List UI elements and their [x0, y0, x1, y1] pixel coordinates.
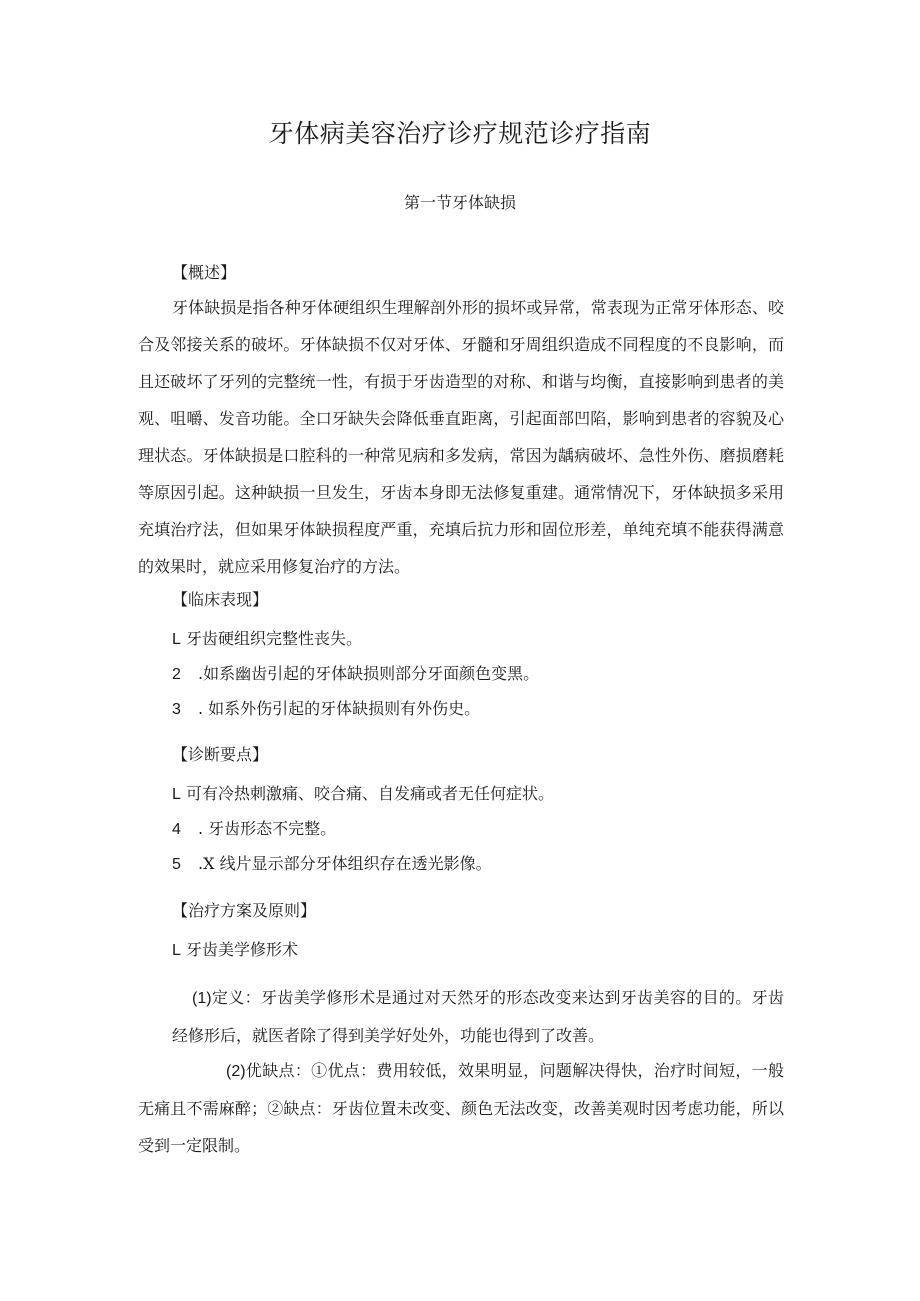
- diagnosis-item: [172, 819, 336, 840]
- clinical-item: [172, 664, 539, 685]
- diagnosis-item: [172, 854, 492, 875]
- item-text: .X 线片显示部分牙体组织存在透光影像。: [198, 854, 492, 873]
- document-title: 牙体病美容治疗诊疗规范诊疗指南: [268, 119, 652, 148]
- item-number: 2: [172, 666, 181, 683]
- item-number: L: [172, 631, 181, 648]
- overview-paragraph: 牙体缺损是指各种牙体硬组织生理解剖外形的损坏或异常，常表现为正常牙体形态、咬合及邻接关系的破坏。牙体缺损不仅对牙体、牙髓和牙周组织造成不同程度的不良影响，而且还破坏了牙列的完整统一性，有损于牙齿造型的对称、和谐与均衡，直接影响到患者的美观、咀嚼、发音功能。全口牙缺失会降低垂直距离，引起面部凹陷，影响到患者的容貌及心理状态。牙体缺损是口腔科的一种常见病和多发病，常因为龋病破坏、急性外伤、磨损磨耗等原因引起。这种缺损一旦发生，牙齿本身即无法修复重建。通常情况下，牙体缺损多采用充填治疗法，但如果牙体缺损程度严重，充填后抗力形和固位形差，单纯充填不能获得满意的效果时，就应采用修复治疗的方法。: [138, 298, 784, 576]
- definition-text: 定义：牙齿美学修形术是通过对天然牙的形态改变来达到牙齿美容的目的。牙齿经修形后，就医者除了得到美学好处外，功能也得到了改善。: [172, 988, 784, 1045]
- item-text: 牙齿美学修形术: [186, 940, 299, 959]
- item-number: L: [172, 786, 181, 803]
- pros-cons-label: (2): [226, 1063, 246, 1080]
- diagnosis-heading: 【诊断要点】: [172, 745, 269, 764]
- item-text: 可有冷热刺激痛、咬合痛、自发痛或者无任何症状。: [186, 784, 555, 803]
- pros-cons-paragraph: [138, 1052, 784, 1164]
- item-text: .如系幽齿引起的牙体缺损则部分牙面颜色变黑。: [198, 664, 540, 683]
- definition-paragraph: [172, 979, 784, 1054]
- treatment-item: [172, 940, 298, 961]
- clinical-heading: 【临床表现】: [172, 590, 269, 609]
- item-text: . 如系外伤引起的牙体缺损则有外伤史。: [198, 699, 481, 718]
- item-text: . 牙齿形态不完整。: [198, 819, 337, 838]
- item-number: 4: [172, 821, 181, 838]
- definition-label: (1): [192, 990, 212, 1007]
- item-text: 牙齿硬组织完整性丧失。: [186, 629, 363, 648]
- diagnosis-item: [172, 784, 554, 805]
- clinical-item: [172, 699, 480, 720]
- item-number: 3: [172, 701, 181, 718]
- clinical-item: [172, 629, 362, 650]
- overview-heading: 【概述】: [172, 263, 237, 282]
- pros-cons-text: 优缺点：①优点：费用较低，效果明显，问题解决得快，治疗时间短，一般无痛且不需麻醉；②缺点：牙齿位置未改变、颜色无法改变，改善美观时因考虑功能，所以受到一定限制。: [138, 1061, 784, 1155]
- section-title: 第一节牙体缺损: [403, 193, 516, 212]
- treatment-heading: 【治疗方案及原则】: [172, 901, 317, 920]
- item-number: L: [172, 942, 181, 959]
- item-number: 5: [172, 856, 181, 873]
